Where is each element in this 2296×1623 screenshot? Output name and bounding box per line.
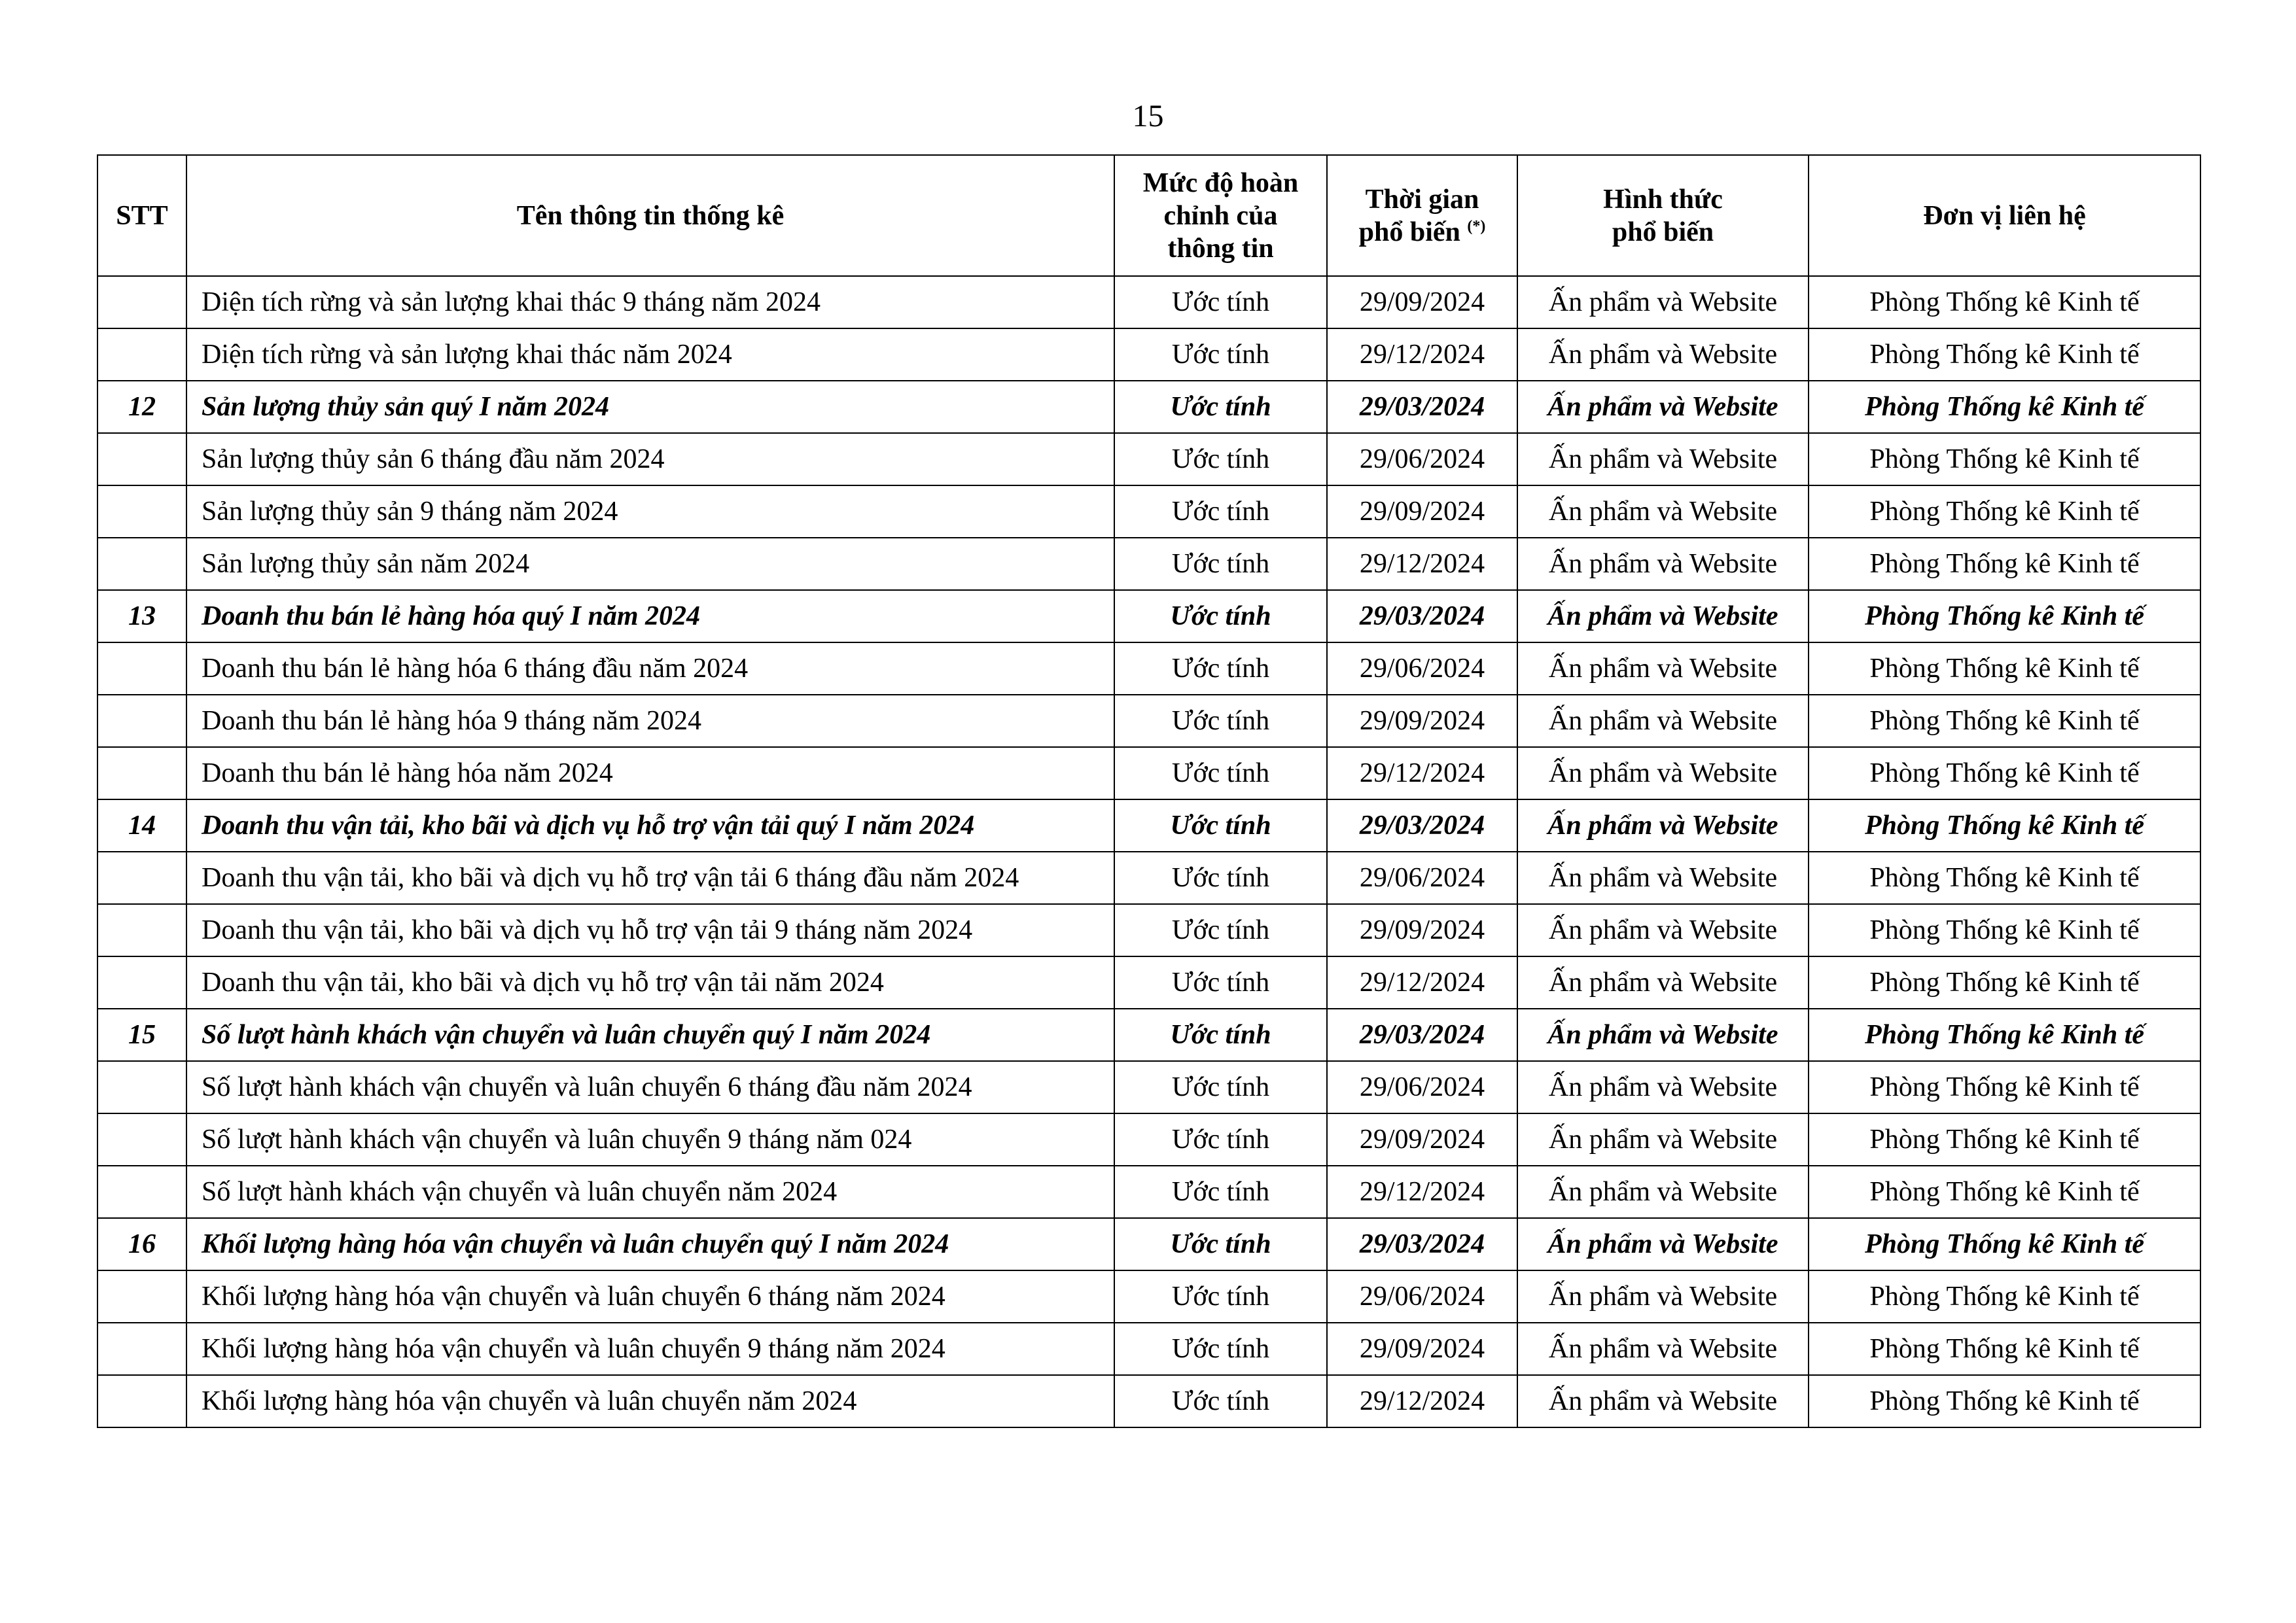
cell-name: Sản lượng thủy sản quý I năm 2024 [186,381,1114,433]
cell-release-form: Ấn phẩm và Website [1517,799,1809,852]
table-row-group [97,799,2200,852]
table-row-group [97,1009,2200,1061]
cell-contact-unit: Phòng Thống kê Kinh tế [1809,1218,2200,1270]
cell-completeness: Ước tính [1114,1375,1327,1427]
cell-completeness: Ước tính [1114,1009,1327,1061]
header-completeness: Mức độ hoàn chỉnh của thông tin [1114,155,1327,276]
cell-release-form: Ấn phẩm và Website [1517,1166,1809,1218]
cell-completeness: Ước tính [1114,1113,1327,1166]
cell-completeness: Ước tính [1114,538,1327,590]
cell-release-date: 29/06/2024 [1327,642,1517,695]
table-row [97,904,2200,956]
cell-contact-unit: Phòng Thống kê Kinh tế [1809,747,2200,799]
cell-completeness: Ước tính [1114,695,1327,747]
cell-release-form: Ấn phẩm và Website [1517,852,1809,904]
cell-stt [97,1061,186,1113]
cell-release-date: 29/12/2024 [1327,1375,1517,1427]
cell-name: Diện tích rừng và sản lượng khai thác năm 2024 [186,328,1114,381]
table-row [97,328,2200,381]
cell-stt [97,276,186,328]
cell-release-form: Ấn phẩm và Website [1517,956,1809,1009]
cell-release-date: 29/03/2024 [1327,799,1517,852]
cell-release-form: Ấn phẩm và Website [1517,642,1809,695]
cell-completeness: Ước tính [1114,1270,1327,1323]
header-release-time: Thời gian phổ biến (*) [1327,155,1517,276]
cell-name: Số lượt hành khách vận chuyển và luân chuyển 9 tháng năm 024 [186,1113,1114,1166]
cell-release-form: Ấn phẩm và Website [1517,1009,1809,1061]
cell-name: Sản lượng thủy sản 9 tháng năm 2024 [186,485,1114,538]
cell-contact-unit: Phòng Thống kê Kinh tế [1809,799,2200,852]
table-row-group [97,381,2200,433]
statistics-table [97,154,2201,1428]
cell-contact-unit: Phòng Thống kê Kinh tế [1809,328,2200,381]
cell-name: Doanh thu vận tải, kho bãi và dịch vụ hỗ trợ vận tải 6 tháng đầu năm 2024 [186,852,1114,904]
cell-contact-unit: Phòng Thống kê Kinh tế [1809,1166,2200,1218]
cell-contact-unit: Phòng Thống kê Kinh tế [1809,695,2200,747]
cell-name: Số lượt hành khách vận chuyển và luân chuyển năm 2024 [186,1166,1114,1218]
table-row [97,642,2200,695]
cell-contact-unit: Phòng Thống kê Kinh tế [1809,1270,2200,1323]
cell-release-date: 29/06/2024 [1327,1061,1517,1113]
cell-contact-unit: Phòng Thống kê Kinh tế [1809,538,2200,590]
cell-release-form: Ấn phẩm và Website [1517,1113,1809,1166]
table-row [97,1375,2200,1427]
cell-stt: 13 [97,590,186,642]
cell-contact-unit: Phòng Thống kê Kinh tế [1809,485,2200,538]
footnote-marker: (*) [1467,217,1486,235]
cell-completeness: Ước tính [1114,852,1327,904]
cell-release-form: Ấn phẩm và Website [1517,1323,1809,1375]
cell-contact-unit: Phòng Thống kê Kinh tế [1809,381,2200,433]
cell-completeness: Ước tính [1114,276,1327,328]
header-row [97,155,2200,276]
table-row [97,1061,2200,1113]
cell-release-form: Ấn phẩm và Website [1517,1218,1809,1270]
cell-release-form: Ấn phẩm và Website [1517,433,1809,485]
cell-release-form: Ấn phẩm và Website [1517,590,1809,642]
cell-contact-unit: Phòng Thống kê Kinh tế [1809,1009,2200,1061]
table-row [97,1166,2200,1218]
header-name: Tên thông tin thống kê [186,155,1114,276]
cell-name: Khối lượng hàng hóa vận chuyển và luân chuyển năm 2024 [186,1375,1114,1427]
table-row [97,852,2200,904]
cell-stt [97,642,186,695]
cell-release-date: 29/12/2024 [1327,956,1517,1009]
cell-stt: 16 [97,1218,186,1270]
cell-completeness: Ước tính [1114,381,1327,433]
cell-release-form: Ấn phẩm và Website [1517,747,1809,799]
cell-completeness: Ước tính [1114,904,1327,956]
cell-completeness: Ước tính [1114,1061,1327,1113]
cell-name: Doanh thu bán lẻ hàng hóa năm 2024 [186,747,1114,799]
table-row [97,1113,2200,1166]
cell-contact-unit: Phòng Thống kê Kinh tế [1809,642,2200,695]
table-row [97,433,2200,485]
cell-name: Doanh thu vận tải, kho bãi và dịch vụ hỗ trợ vận tải năm 2024 [186,956,1114,1009]
cell-contact-unit: Phòng Thống kê Kinh tế [1809,1323,2200,1375]
cell-release-date: 29/12/2024 [1327,747,1517,799]
cell-contact-unit: Phòng Thống kê Kinh tế [1809,433,2200,485]
cell-completeness: Ước tính [1114,642,1327,695]
cell-stt [97,852,186,904]
cell-name: Doanh thu bán lẻ hàng hóa 9 tháng năm 2024 [186,695,1114,747]
cell-release-date: 29/09/2024 [1327,485,1517,538]
cell-stt [97,433,186,485]
cell-stt [97,956,186,1009]
table-body [97,276,2200,1427]
cell-contact-unit: Phòng Thống kê Kinh tế [1809,276,2200,328]
cell-completeness: Ước tính [1114,1218,1327,1270]
cell-stt [97,904,186,956]
cell-completeness: Ước tính [1114,1166,1327,1218]
cell-name: Sản lượng thủy sản 6 tháng đầu năm 2024 [186,433,1114,485]
table-row [97,695,2200,747]
table-row [97,1270,2200,1323]
cell-release-date: 29/12/2024 [1327,1166,1517,1218]
table-row [97,276,2200,328]
cell-name: Khối lượng hàng hóa vận chuyển và luân chuyển 6 tháng năm 2024 [186,1270,1114,1323]
table-row-group [97,1218,2200,1270]
header-release-form: Hình thức phổ biến [1517,155,1809,276]
cell-name: Doanh thu bán lẻ hàng hóa 6 tháng đầu năm 2024 [186,642,1114,695]
cell-release-date: 29/03/2024 [1327,590,1517,642]
cell-contact-unit: Phòng Thống kê Kinh tế [1809,904,2200,956]
cell-release-date: 29/03/2024 [1327,1009,1517,1061]
table-header [97,155,2200,276]
page-number: 15 [1132,99,1164,133]
cell-stt [97,485,186,538]
cell-completeness: Ước tính [1114,590,1327,642]
table-row [97,747,2200,799]
cell-release-form: Ấn phẩm và Website [1517,276,1809,328]
cell-contact-unit: Phòng Thống kê Kinh tế [1809,1061,2200,1113]
cell-release-date: 29/09/2024 [1327,276,1517,328]
cell-release-date: 29/12/2024 [1327,328,1517,381]
cell-stt [97,328,186,381]
cell-completeness: Ước tính [1114,485,1327,538]
cell-stt [97,1113,186,1166]
cell-release-date: 29/03/2024 [1327,1218,1517,1270]
table-row [97,1323,2200,1375]
cell-release-form: Ấn phẩm và Website [1517,1375,1809,1427]
table-row [97,956,2200,1009]
cell-release-form: Ấn phẩm và Website [1517,1061,1809,1113]
cell-release-date: 29/03/2024 [1327,381,1517,433]
cell-name: Doanh thu bán lẻ hàng hóa quý I năm 2024 [186,590,1114,642]
cell-name: Số lượt hành khách vận chuyển và luân chuyển quý I năm 2024 [186,1009,1114,1061]
cell-release-date: 29/12/2024 [1327,538,1517,590]
cell-release-form: Ấn phẩm và Website [1517,381,1809,433]
cell-release-form: Ấn phẩm và Website [1517,904,1809,956]
cell-stt [97,1323,186,1375]
cell-completeness: Ước tính [1114,433,1327,485]
cell-contact-unit: Phòng Thống kê Kinh tế [1809,956,2200,1009]
cell-release-date: 29/09/2024 [1327,1113,1517,1166]
cell-name: Doanh thu vận tải, kho bãi và dịch vụ hỗ trợ vận tải 9 tháng năm 2024 [186,904,1114,956]
cell-stt [97,1270,186,1323]
cell-release-date: 29/09/2024 [1327,904,1517,956]
cell-release-date: 29/09/2024 [1327,695,1517,747]
cell-contact-unit: Phòng Thống kê Kinh tế [1809,590,2200,642]
cell-stt [97,1166,186,1218]
cell-stt: 14 [97,799,186,852]
cell-contact-unit: Phòng Thống kê Kinh tế [1809,1375,2200,1427]
cell-completeness: Ước tính [1114,747,1327,799]
cell-release-form: Ấn phẩm và Website [1517,1270,1809,1323]
cell-release-date: 29/06/2024 [1327,1270,1517,1323]
cell-release-date: 29/06/2024 [1327,852,1517,904]
cell-release-form: Ấn phẩm và Website [1517,485,1809,538]
cell-stt: 12 [97,381,186,433]
cell-release-form: Ấn phẩm và Website [1517,328,1809,381]
cell-name: Số lượt hành khách vận chuyển và luân chuyển 6 tháng đầu năm 2024 [186,1061,1114,1113]
cell-release-date: 29/06/2024 [1327,433,1517,485]
cell-stt [97,1375,186,1427]
header-contact-unit: Đơn vị liên hệ [1809,155,2200,276]
cell-completeness: Ước tính [1114,956,1327,1009]
cell-stt: 15 [97,1009,186,1061]
cell-name: Khối lượng hàng hóa vận chuyển và luân chuyển 9 tháng năm 2024 [186,1323,1114,1375]
cell-stt [97,695,186,747]
cell-release-form: Ấn phẩm và Website [1517,538,1809,590]
header-stt: STT [97,155,186,276]
cell-completeness: Ước tính [1114,799,1327,852]
cell-name: Sản lượng thủy sản năm 2024 [186,538,1114,590]
cell-release-form: Ấn phẩm và Website [1517,695,1809,747]
cell-completeness: Ước tính [1114,328,1327,381]
cell-name: Khối lượng hàng hóa vận chuyển và luân chuyển quý I năm 2024 [186,1218,1114,1270]
cell-name: Diện tích rừng và sản lượng khai thác 9 tháng năm 2024 [186,276,1114,328]
cell-name: Doanh thu vận tải, kho bãi và dịch vụ hỗ trợ vận tải quý I năm 2024 [186,799,1114,852]
cell-contact-unit: Phòng Thống kê Kinh tế [1809,852,2200,904]
cell-completeness: Ước tính [1114,1323,1327,1375]
table-row [97,485,2200,538]
cell-release-date: 29/09/2024 [1327,1323,1517,1375]
cell-stt [97,538,186,590]
cell-stt [97,747,186,799]
table-row [97,538,2200,590]
table-row-group [97,590,2200,642]
cell-contact-unit: Phòng Thống kê Kinh tế [1809,1113,2200,1166]
